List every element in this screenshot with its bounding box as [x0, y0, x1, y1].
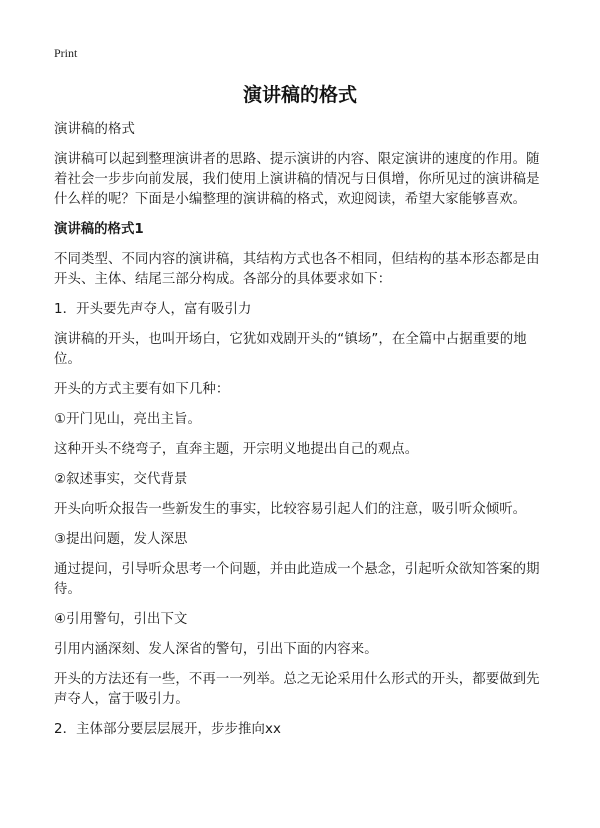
- body-paragraph: 开头向听众报告一些新发生的事实，比较容易引起人们的注意，吸引听众倾听。: [54, 502, 527, 517]
- intro-paragraph: 演讲稿的格式: [54, 122, 135, 137]
- list-item-heading: ③提出问题，发人深思: [54, 532, 188, 547]
- section-heading: 演讲稿的格式1: [54, 222, 144, 237]
- body-paragraph: 通过提问，引导听众思考一个问题，并由此造成一个悬念，引起听众欲知答案的期待。: [54, 562, 540, 597]
- intro-paragraph: 演讲稿可以起到整理演讲者的思路、提示演讲的内容、限定演讲的速度的作用。随着社会一步步向前发展，我们使用上演讲稿的情况与日俱增，你所见过的演讲稿是什么样的呢？下面是小编整理的演讲稿的格式，欢迎阅读，希望大家能够喜欢。: [54, 152, 540, 207]
- body-paragraph: 开头的方式主要有如下几种：: [54, 382, 230, 397]
- body-paragraph: 不同类型、不同内容的演讲稿，其结构方式也各不相同，但结构的基本形态都是由开头、主体、结尾三部分构成。各部分的具体要求如下：: [54, 252, 540, 287]
- print-link[interactable]: Print: [54, 46, 78, 60]
- list-item-heading: ④引用警句，引出下文: [54, 612, 188, 627]
- page-title: 演讲稿的格式: [242, 84, 357, 106]
- numbered-heading: 2．主体部分要层层展开，步步推向xx: [54, 722, 282, 737]
- list-item-heading: ②叙述事实，交代背景: [54, 472, 188, 487]
- body-paragraph: 这种开头不绕弯子，直奔主题，开宗明义地提出自己的观点。: [54, 442, 419, 457]
- body-paragraph: 开头的方法还有一些，不再一一列举。总之无论采用什么形式的开头，都要做到先声夺人，富于吸引力。: [54, 672, 540, 707]
- article-body: [54, 120, 551, 750]
- body-paragraph: 引用内涵深刻、发人深省的警句，引出下面的内容来。: [54, 642, 378, 657]
- list-item-heading: ①开门见山，亮出主旨。: [54, 412, 202, 427]
- body-paragraph: 演讲稿的开头，也叫开场白，它犹如戏剧开头的“镇场”，在全篇中占据重要的地位。: [54, 332, 527, 367]
- numbered-heading: 1．开头要先声夺人，富有吸引力: [54, 302, 252, 317]
